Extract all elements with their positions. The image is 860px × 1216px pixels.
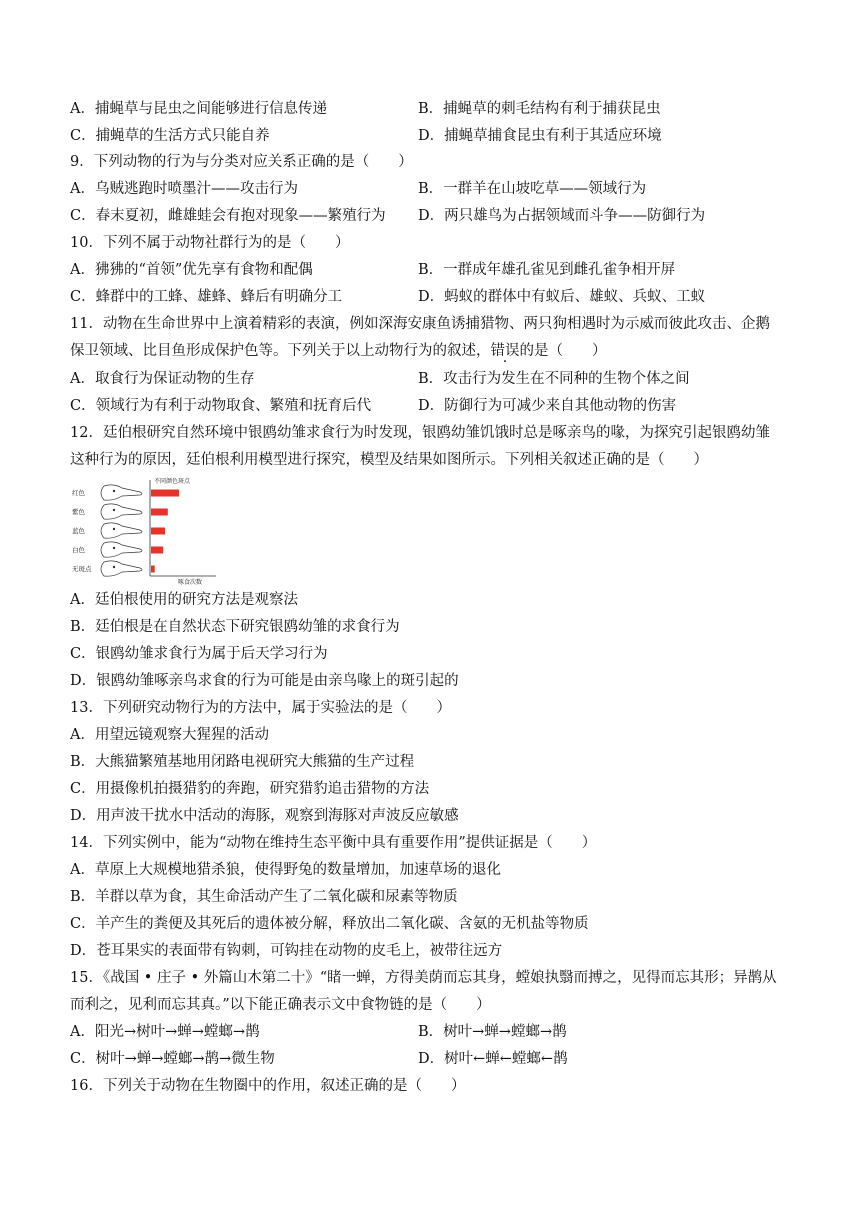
option-text: A．狒狒的“首领”优先享有食物和配偶	[70, 262, 313, 278]
option-text: A．乌贼逃跑时喷墨汁——攻击行为	[70, 181, 298, 197]
question-13: 13．下列研究动物行为的方法中，属于实验法的是（ ）	[70, 700, 451, 716]
gull-head-model	[101, 542, 142, 557]
option-text: D．用声波干扰水中活动的海豚，观察到海豚对声波反应敏感	[70, 808, 459, 824]
option-text: A．廷伯根使用的研究方法是观察法	[70, 592, 298, 608]
question-9: 9．下列动物的行为与分类对应关系正确的是（ ）	[70, 154, 413, 170]
option-text: B．大熊猫繁殖基地用闭路电视研究大熊猫的生产过程	[70, 754, 415, 770]
option-text: C．银鸥幼雏求食行为属于后天学习行为	[70, 646, 328, 662]
gull-head-model	[101, 523, 142, 538]
gull-eye	[113, 547, 115, 549]
category-label: 蓝色	[72, 527, 85, 535]
option-text: D．树叶←蝉←螳螂←鹊	[418, 1051, 568, 1067]
option-text: B．捕蝇草的刺毛结构有利于捕获昆虫	[418, 101, 661, 117]
gull-eye	[113, 528, 115, 530]
question-text: 的是（ ）	[519, 343, 607, 359]
question-14: 14．下列实例中，能为“动物在维持生态平衡中具有重要作用”提供证据是（ ）	[70, 835, 597, 851]
option-text: A．草原上大规模地猎杀狼，使得野兔的数量增加，加速草场的退化	[70, 862, 501, 878]
question-15-line-1: 15．《战国 • 庄子 • 外篇山木第二十》“睹一蝉，方得美荫而忘其身，螳娘执翳而搏之，见得而忘其形；异鹊从	[70, 970, 777, 986]
question-12-line-1: 12．廷伯根研究自然环境中银鸥幼雏求食行为时发现，银鸥幼雏饥饿时总是啄亲鸟的喙，为探究引起银鸥幼雏	[70, 425, 770, 441]
option-text: C．羊产生的粪便及其死后的遗体被分解，释放出二氧化碳、含氨的无机盐等物质	[70, 916, 589, 932]
bar	[151, 528, 165, 535]
option-text: A．用望远镜观察大猩猩的活动	[70, 727, 269, 743]
question-11-line-2	[70, 342, 607, 360]
category-label: 紫色	[72, 508, 85, 516]
option-text: D．两只雄鸟为占据领域而斗争——防御行为	[418, 208, 706, 224]
option-text: A．阳光→树叶→蝉→螳螂→鹊	[70, 1024, 260, 1040]
option-text: D．苍耳果实的表面带有钩刺，可钩挂在动物的皮毛上，被带往远方	[70, 943, 503, 959]
bar	[151, 509, 168, 516]
question-11-line-1: 11．动物在生命世界中上演着精彩的表演，例如深海安康鱼诱捕猎物、两只狗相遇时为示威而彼此攻击、企鹅	[70, 316, 770, 332]
option-text: D．捕蝇草捕食昆虫有利于其适应环境	[418, 128, 662, 144]
category-label: 无斑点	[72, 565, 92, 573]
gull-model-chart	[70, 474, 220, 586]
option-text: B．攻击行为发生在不同种的生物个体之间	[418, 371, 690, 387]
option-text: B．一群成年雄孔雀见到雌孔雀争相开屏	[418, 262, 676, 278]
option-text: D．蚂蚁的群体中有蚁后、雄蚁、兵蚁、工蚁	[418, 289, 706, 305]
option-text: A．捕蝇草与昆虫之间能够进行信息传递	[70, 101, 327, 117]
chart-title: 不同颜色斑点	[154, 478, 191, 485]
bar	[151, 566, 155, 573]
option-text: C．捕蝇草的生活方式只能自养	[70, 128, 270, 144]
option-text: B．廷伯根是在自然状态下研究银鸥幼雏的求食行为	[70, 619, 400, 635]
option-text: D．银鸥幼雏啄亲鸟求食的行为可能是由亲鸟喙上的斑引起的	[70, 673, 459, 689]
category-label: 红色	[72, 489, 85, 497]
x-axis-label: 啄食次数	[178, 579, 203, 586]
question-15-line-2: 而利之，见利而忘其真。”以下能正确表示文中食物链的是（ ）	[70, 997, 491, 1013]
gull-head-model	[101, 504, 142, 519]
option-text: C．春末夏初，雌雄蛙会有抱对现象——繁殖行为	[70, 208, 386, 224]
option-text: D．防御行为可减少来自其他动物的伤害	[418, 398, 677, 414]
category-label: 白色	[72, 546, 85, 554]
gull-head-model	[101, 485, 142, 500]
option-text: A．取食行为保证动物的生存	[70, 371, 255, 387]
option-text: C．树叶→蝉→螳螂→鹊→微生物	[70, 1051, 275, 1067]
gull-head-model	[101, 561, 142, 576]
option-text: C．用摄像机拍摄猎豹的奔跑，研究猎豹追击猎物的方法	[70, 781, 430, 797]
question-12-line-2: 这种行为的原因，廷伯根利用模型进行探究，模型及结果如图所示。下列相关叙述正确的是（ ）	[70, 452, 708, 468]
question-text: 保卫领域、比目鱼形成保护色等。下列关于以上动物行为的叙述，	[70, 343, 491, 359]
option-text: C．蜂群中的工蜂、雄蜂、蜂后有明确分工	[70, 289, 343, 305]
bar	[151, 547, 163, 554]
question-16: 16．下列关于动物在生物圈中的作用，叙述正确的是（ ）	[70, 1078, 466, 1094]
emphasis-text: 错误	[490, 343, 520, 359]
option-text: B．一群羊在山坡吃草——领域行为	[418, 181, 647, 197]
option-text: B．羊群以草为食，其生命活动产生了二氧化碳和尿素等物质	[70, 889, 458, 905]
gull-eye	[113, 566, 115, 568]
option-text: B．树叶→蝉→螳螂→鹊	[418, 1024, 567, 1040]
gull-eye	[113, 509, 115, 511]
gull-eye	[113, 490, 115, 492]
chart-rows	[72, 485, 179, 576]
bar	[151, 490, 179, 497]
option-text: C．领域行为有利于动物取食、繁殖和抚育后代	[70, 398, 372, 414]
question-10: 10．下列不属于动物社群行为的是（ ）	[70, 235, 350, 251]
